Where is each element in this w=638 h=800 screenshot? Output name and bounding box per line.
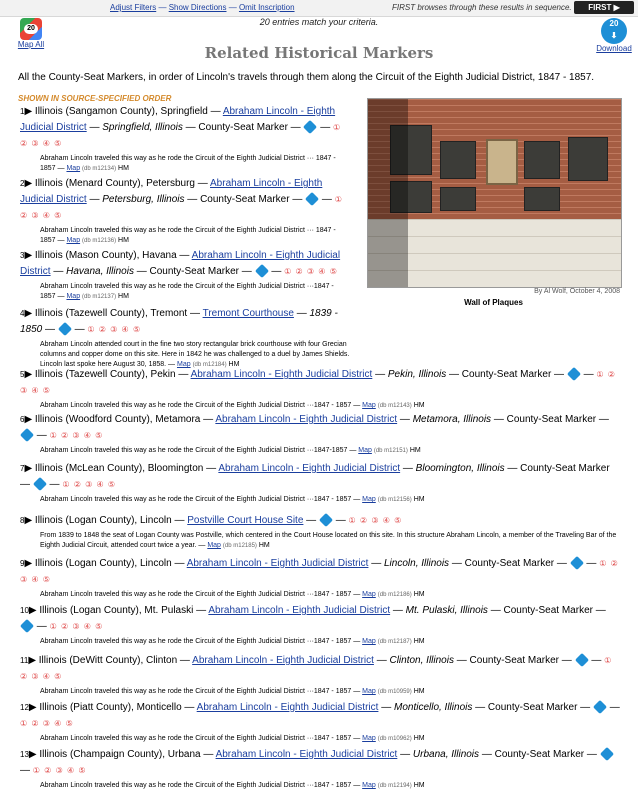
rating-icons: ① ② ③ ④ ⑤ (20, 559, 619, 584)
marker-description (40, 687, 620, 697)
marker-heading: 5▶ Illinois (Tazewell County), Pekin — Abraham Lincoln - Eighth Judicial District — Pekin, Illinois — County-Seat Marker — — ① ② ③ ④ ⑤ (20, 369, 616, 395)
db-reference: (db m12134) (82, 166, 117, 172)
marker-link[interactable]: Abraham Lincoln - Eighth Judicial District (190, 369, 373, 380)
map-link[interactable]: Map (66, 165, 81, 172)
map-all-label: Map All (17, 40, 45, 49)
plaque-image (440, 187, 476, 211)
directions-icon[interactable] (33, 477, 47, 491)
db-reference: (db m12186) (377, 592, 412, 598)
hm-label: HM (118, 293, 129, 300)
hm-label: HM (258, 542, 270, 549)
map-link[interactable]: Map (207, 542, 221, 549)
marker-place: Havana, Illinois (66, 266, 134, 277)
entry-number: 12 (20, 703, 29, 712)
marker-location: Illinois (Champaign County), Urbana (39, 749, 201, 760)
marker-location: Illinois (McLean County), Bloomington (34, 463, 204, 474)
marker-heading: 3▶ Illinois (Mason County), Havana — Abraham Lincoln - Eighth Judicial District — Havana, Illinois — County-Seat Marker — — ① ② ③ ④ ⑤ (20, 250, 341, 277)
marker-link[interactable]: Postville Court House Site (187, 515, 304, 526)
marker-description (40, 531, 620, 551)
marker-place: 1839 - 1850 (20, 308, 338, 335)
rating-icons: ① ② ③ ④ ⑤ (20, 123, 342, 148)
map-link[interactable]: Map (362, 591, 376, 598)
marker-description (40, 590, 620, 600)
description-text: Abraham Lincoln traveled this way as he rode the Circuit of the Eighth Judicial District ···1847-1857 — (40, 447, 359, 454)
directions-icon[interactable] (319, 513, 333, 527)
marker-series: County-Seat Marker (464, 558, 555, 569)
map-link[interactable]: Map (176, 361, 191, 368)
db-reference: (db m12187) (377, 639, 412, 645)
arrow-icon: ▶ (24, 308, 35, 319)
list-item (20, 176, 350, 246)
marker-place: Urbana, Illinois (412, 749, 480, 760)
browse-hint: FIRST browses through these results in sequence. (392, 3, 572, 12)
marker-series: County-Seat Marker (461, 369, 552, 380)
directions-icon[interactable] (305, 192, 319, 206)
marker-description (40, 340, 350, 370)
description-text: Abraham Lincoln traveled this way as he rode the Circuit of the Eighth Judicial District ···1847 - 1857 — (40, 735, 363, 742)
marker-heading: 6▶ Illinois (Woodford County), Metamora — Abraham Lincoln - Eighth Judicial District — Metamora, Illinois — County-Seat Marker — — ① ② ③ ④ ⑤ (20, 414, 609, 441)
marker-description (40, 226, 350, 246)
directions-icon[interactable] (600, 747, 614, 761)
adjust-filters-link[interactable]: Adjust Filters (110, 3, 157, 12)
db-reference: (db m12194) (377, 783, 412, 789)
marker-place: Metamora, Illinois (412, 414, 492, 425)
marker-place: Lincoln, Illinois (384, 558, 450, 569)
marker-heading: 9▶ Illinois (Logan County), Lincoln — Abraham Lincoln - Eighth Judicial District — Lincoln, Illinois — County-Seat Marker — — ① ② ③ ④ ⑤ (20, 558, 619, 584)
marker-place: Petersburg, Illinois (102, 194, 185, 205)
photo-caption: Wall of Plaques (464, 298, 523, 307)
filter-links (110, 3, 295, 12)
rating-icons: ① ② ③ ④ ⑤ (348, 516, 403, 525)
hm-label: HM (228, 361, 240, 368)
plaque-image (524, 141, 560, 179)
marker-description (40, 734, 620, 744)
list-item (20, 513, 620, 551)
rating-icons: ① ② ③ ④ ⑤ (20, 195, 343, 220)
marker-heading: 11▶ Illinois (DeWitt County), Clinton — Abraham Lincoln - Eighth Judicial District — Clinton, Illinois — County-Seat Marker — — ① ② ③ ④ ⑤ (20, 655, 613, 681)
separator: — (226, 3, 239, 12)
marker-description (40, 401, 620, 411)
marker-link[interactable]: Abraham Lincoln - Eighth Judicial District (20, 106, 336, 133)
marker-series: County-Seat Marker (503, 605, 593, 616)
list-item (20, 367, 620, 411)
marker-location: Illinois (Menard County), Petersburg (34, 178, 195, 189)
hm-label: HM (413, 688, 425, 695)
rating-icons: ① ② ③ ④ ⑤ (49, 622, 104, 631)
rating-icons: ① ② ③ ④ ⑤ (49, 431, 104, 440)
db-reference: (db m12143) (377, 403, 412, 409)
marker-link[interactable]: Abraham Lincoln - Eighth Judicial District (20, 250, 341, 277)
arrow-icon: ▶ (24, 414, 35, 425)
result-count: 20 entries match your criteria. (259, 17, 379, 27)
hm-label: HM (413, 638, 425, 645)
marker-description (40, 154, 350, 174)
omit-inscription-link[interactable]: Omit Inscription (238, 3, 295, 12)
directions-icon[interactable] (20, 428, 34, 442)
download-icon: 20 ⬇ (601, 18, 627, 44)
db-reference: (db m12184) (192, 362, 227, 368)
directions-icon[interactable] (303, 120, 317, 134)
description-text: Abraham Lincoln traveled this way as he rode the Circuit of the Eighth Judicial District ···1847 - 1857 — (40, 496, 363, 503)
marker-location: Illinois (Woodford County), Metamora (34, 414, 201, 425)
arrow-icon: ▶ (28, 702, 40, 713)
order-label: SHOWN IN SOURCE-SPECIFIED ORDER (18, 94, 172, 103)
show-directions-link[interactable]: Show Directions (168, 3, 227, 12)
hm-label: HM (118, 237, 129, 244)
plaque-image (440, 141, 476, 179)
entry-number: 4 (20, 309, 25, 318)
db-reference: (db m10959) (377, 689, 412, 695)
directions-icon[interactable] (58, 322, 72, 336)
directions-icon[interactable] (575, 653, 589, 667)
description-text: Abraham Lincoln traveled this way as he rode the Circuit of the Eighth Judicial District ···1847 - 1857 — (40, 782, 363, 789)
marker-place: Mt. Pulaski, Illinois (405, 605, 488, 616)
list-item (20, 747, 620, 791)
marker-link[interactable]: Abraham Lincoln - Eighth Judicial District (20, 178, 323, 205)
directions-icon[interactable] (593, 700, 607, 714)
entry-number: 1 (20, 107, 25, 116)
list-item (20, 306, 350, 370)
list-item (20, 556, 620, 600)
map-link[interactable]: Map (362, 735, 376, 742)
marker-place: Pekin, Illinois (387, 369, 447, 380)
rating-icons: ① ② ③ ④ ⑤ (20, 656, 613, 681)
description-text: Abraham Lincoln traveled this way as he rode the Circuit of the Eighth Judicial District ···1847 - 1857 — (40, 402, 363, 409)
photo-credit: By Al Wolf, October 4, 2008 (534, 288, 620, 295)
map-link[interactable]: Map (362, 638, 376, 645)
rating-icons: ① ② ③ ④ ⑤ (32, 766, 87, 775)
marker-link[interactable]: Abraham Lincoln - Eighth Judicial District (192, 655, 374, 666)
separator: — (156, 3, 169, 12)
intro-text: All the County-Seat Markers, in order of Lincoln's travels through them along the Circuit of the Eighth Judicial District, 1847 - 1857. (18, 72, 595, 83)
marker-link[interactable]: Abraham Lincoln - Eighth Judicial District (215, 414, 398, 425)
marker-photo[interactable] (367, 98, 622, 288)
marker-link[interactable]: Tremont Courthouse (202, 308, 294, 319)
arrow-icon: ▶ (24, 369, 35, 380)
marker-heading: 1▶ Illinois (Sangamon County), Springfield — Abraham Lincoln - Eighth Judicial District — Springfield, Illinois — County-Seat Marker — — ① ② ③ ④ ⑤ (20, 106, 342, 148)
map-link[interactable]: Map (362, 782, 376, 789)
description-text: Abraham Lincoln traveled this way as he rode the Circuit of the Eighth Judicial District ···1847 - 1857 — (40, 283, 334, 300)
arrow-icon: ▶ (24, 106, 35, 117)
marker-heading: 10▶ Illinois (Logan County), Mt. Pulaski — Abraham Lincoln - Eighth Judicial District — Mt. Pulaski, Illinois — County-Seat Marker — — ① ② ③ ④ ⑤ (20, 605, 606, 632)
hm-label: HM (409, 447, 421, 454)
description-text: Abraham Lincoln attended court in the fine two story rectangular brick courthouse with four Grecian columns and copper dome on this site. Here in 1842 he was challenged to a duel by James Shields. Lincoln last spoke here August 30, 1858. — (40, 341, 350, 368)
marker-location: Illinois (Mason County), Havana (34, 250, 177, 261)
db-reference: (db m12185) (222, 543, 257, 549)
marker-heading: 12▶ Illinois (Piatt County), Monticello — Abraham Lincoln - Eighth Judicial District — Monticello, Illinois — County-Seat Marker — — ① ② ③ ④ ⑤ (20, 702, 620, 728)
first-button[interactable]: FIRST ▶ (574, 1, 634, 14)
marker-heading: 13▶ Illinois (Champaign County), Urbana — Abraham Lincoln - Eighth Judicial District — Urbana, Illinois — County-Seat Marker — — ① ② ③ ④ ⑤ (20, 747, 620, 779)
arrow-icon: ▶ (24, 463, 35, 474)
top-toolbar (0, 0, 638, 17)
db-reference: (db m12151) (373, 448, 408, 454)
entry-number: 13 (20, 750, 29, 759)
arrow-icon: ▶ (28, 655, 39, 666)
marker-link[interactable]: Abraham Lincoln - Eighth Judicial District (218, 463, 401, 474)
hm-label: HM (413, 591, 425, 598)
hm-label: HM (413, 782, 425, 789)
marker-link[interactable]: Abraham Lincoln - Eighth Judicial District (186, 558, 369, 569)
db-reference: (db m12137) (82, 294, 117, 300)
db-reference: (db m10962) (377, 736, 412, 742)
marker-heading: 7▶ Illinois (McLean County), Bloomington — Abraham Lincoln - Eighth Judicial District — Bloomington, Illinois — County-Seat Marker — — ① ② ③ ④ ⑤ (20, 463, 610, 490)
marker-link[interactable]: Abraham Lincoln - Eighth Judicial District (208, 605, 391, 616)
map-count-badge: 20 (24, 24, 38, 34)
map-link[interactable]: Map (358, 447, 372, 454)
shadow (368, 99, 408, 287)
marker-series: County-Seat Marker (200, 194, 290, 205)
list-item (20, 700, 620, 744)
hm-label: HM (413, 402, 425, 409)
description-text: Abraham Lincoln traveled this way as he rode the Circuit of the Eighth Judicial District ··· 1847 - 1857 — (40, 155, 336, 172)
plaque-image (524, 187, 560, 211)
marker-place: Springfield, Illinois (102, 122, 183, 133)
marker-location: Illinois (Logan County), Lincoln (34, 515, 172, 526)
arrow-icon: ▶ (24, 558, 35, 569)
map-link[interactable]: Map (66, 293, 81, 300)
marker-location: Illinois (Tazewell County), Tremont (34, 308, 188, 319)
entry-number: 11 (20, 656, 29, 665)
marker-location: Illinois (Logan County), Mt. Pulaski (39, 605, 194, 616)
marker-series: County-Seat Marker (469, 655, 560, 666)
directions-icon[interactable] (567, 367, 581, 381)
rating-icons: ① ② ③ ④ ⑤ (20, 719, 74, 728)
marker-link[interactable]: Abraham Lincoln - Eighth Judicial District (196, 702, 379, 713)
marker-description (40, 495, 620, 505)
arrow-icon: ▶ (24, 515, 35, 526)
marker-place: Monticello, Illinois (393, 702, 473, 713)
download-count-badge: 20 (609, 19, 619, 28)
description-text: Abraham Lincoln traveled this way as he rode the Circuit of the Eighth Judicial District ··· 1847 - 1857 — (40, 227, 336, 244)
entry-number: 5 (20, 370, 25, 379)
db-reference: (db m12156) (377, 497, 412, 503)
list-item (20, 248, 350, 302)
entry-number: 3 (20, 251, 25, 260)
hm-label: HM (413, 735, 425, 742)
list-item (20, 104, 350, 174)
page-title: Related Historical Markers (204, 44, 434, 62)
map-link[interactable]: Map (362, 496, 376, 503)
list-item (20, 653, 620, 697)
marker-location: Illinois (Logan County), Lincoln (34, 558, 172, 569)
description-text: From 1839 to 1848 the seat of Logan County was Postville, which centered in the Court House located on this site. In this structure Abraham Lincoln, a member of the Traveling Bar of the Eighth Judicial Circuit, attended court twice a year. — (40, 532, 617, 549)
arrow-icon: ▶ (24, 250, 35, 261)
marker-link[interactable]: Abraham Lincoln - Eighth Judicial District (215, 749, 398, 760)
marker-description (40, 781, 620, 791)
marker-location: Illinois (Tazewell County), Pekin (34, 369, 176, 380)
entry-number: 2 (20, 179, 25, 188)
marker-heading: 4▶ Illinois (Tazewell County), Tremont — Tremont Courthouse — 1839 - 1850 — — ① ② ③ ④ ⑤ (20, 308, 338, 335)
entry-number: 9 (20, 559, 25, 568)
lincoln-bust-image (486, 139, 518, 185)
marker-series: County-Seat Marker (149, 266, 239, 277)
marker-location: Illinois (DeWitt County), Clinton (38, 655, 178, 666)
google-maps-icon (20, 18, 42, 40)
hm-label: HM (413, 496, 425, 503)
marker-place: Bloomington, Illinois (415, 463, 505, 474)
entry-number: 8 (20, 516, 25, 525)
download-label: Download (596, 44, 632, 53)
list-item (20, 603, 620, 647)
marker-heading: 2▶ Illinois (Menard County), Petersburg — Abraham Lincoln - Eighth Judicial District — Petersburg, Illinois — County-Seat Marker — — ① ② ③ ④ ⑤ (20, 178, 343, 220)
entry-number: 7 (20, 464, 25, 473)
arrow-icon: ▶ (28, 605, 40, 616)
directions-icon[interactable] (254, 264, 268, 278)
marker-series: County-Seat Marker (494, 749, 585, 760)
rating-icons: ① ② ③ ④ ⑤ (284, 267, 338, 276)
marker-series: County-Seat Marker (487, 702, 578, 713)
map-link[interactable]: Map (66, 237, 81, 244)
list-item (20, 461, 620, 505)
marker-heading: 8▶ Illinois (Logan County), Lincoln — Postville Court House Site — — ① ② ③ ④ ⑤ (20, 515, 403, 526)
entry-number: 10 (20, 606, 29, 615)
rating-icons: ① ② ③ ④ ⑤ (20, 370, 616, 395)
directions-icon[interactable] (20, 619, 34, 633)
arrow-icon: ▶ (28, 749, 40, 760)
marker-description (40, 637, 620, 647)
rating-icons: ① ② ③ ④ ⑤ (62, 480, 117, 489)
marker-series: County-Seat Marker (506, 414, 597, 425)
marker-description (40, 282, 350, 302)
directions-icon[interactable] (570, 556, 584, 570)
map-link[interactable]: Map (362, 688, 376, 695)
rating-icons: ① ② ③ ④ ⑤ (87, 325, 142, 334)
marker-location: Illinois (Piatt County), Monticello (39, 702, 182, 713)
plaque-image (568, 137, 608, 181)
marker-description (40, 446, 620, 456)
map-link[interactable]: Map (362, 402, 376, 409)
description-text: Abraham Lincoln traveled this way as he rode the Circuit of the Eighth Judicial District ···1847 - 1857 — (40, 591, 363, 598)
db-reference: (db m12136) (82, 238, 117, 244)
marker-location: Illinois (Sangamon County), Springfield (34, 106, 208, 117)
description-text: Abraham Lincoln traveled this way as he rode the Circuit of the Eighth Judicial District ···1847 - 1857 — (40, 638, 363, 645)
marker-place: Clinton, Illinois (389, 655, 454, 666)
description-text: Abraham Lincoln traveled this way as he rode the Circuit of the Eighth Judicial District ···1847 - 1857 — (40, 688, 363, 695)
marker-series: County-Seat Marker (198, 122, 288, 133)
list-item (20, 412, 620, 456)
marker-series: County-Seat Marker (520, 463, 610, 474)
hm-label: HM (118, 165, 129, 172)
entry-number: 6 (20, 415, 25, 424)
arrow-icon: ▶ (24, 178, 35, 189)
